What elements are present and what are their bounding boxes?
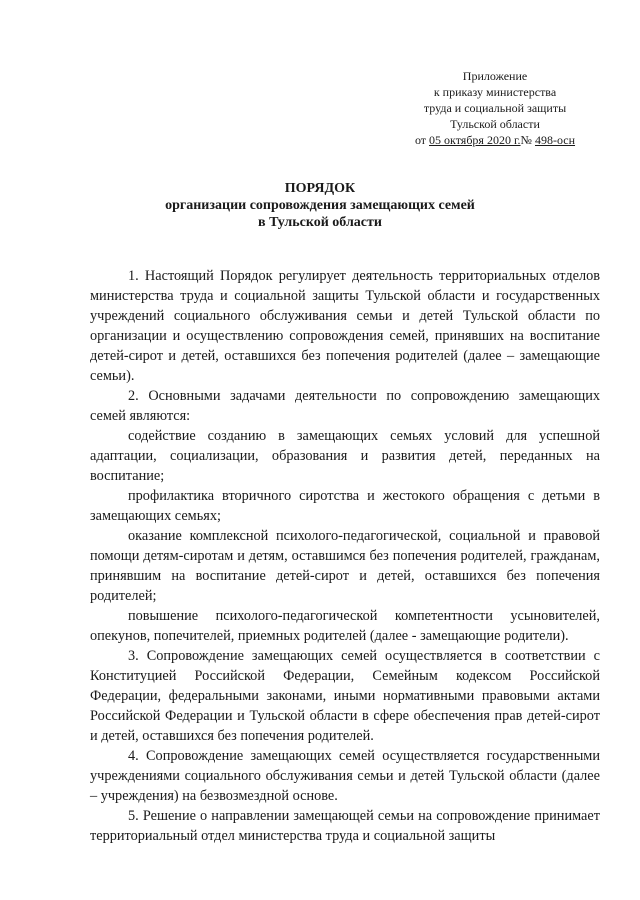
appendix-line: Приложение	[462, 69, 528, 83]
appendix-line: труда и социальной защиты	[423, 101, 567, 115]
appendix-date-line	[380, 132, 610, 148]
paragraph: 2. Основными задачами деятельности по сопровождению замещающих семей являются:	[90, 388, 600, 424]
paragraph: 5. Решение о направлении замещающей семьи на сопровождение принимает территориальный отдел министерства труда и социальной защиты	[90, 808, 600, 844]
document-body	[90, 266, 600, 846]
paragraph: оказание комплексной психолого-педагогической, социальной и правовой помощи детям-сиротам и детям, оставшимся без попечения родителей, гражданам, принявшим на воспитание детей-сирот и детей, оставшихся без попечения родителей;	[90, 528, 600, 604]
appendix-line: к приказу министерства	[433, 85, 557, 99]
number-prefix: №	[520, 133, 535, 147]
paragraph: профилактика вторичного сиротства и жестокого обращения с детьми в замещающих семьях;	[90, 488, 600, 524]
paragraph: 3. Сопровождение замещающих семей осуществляется в соответствии с Конституцией Российской Федерации, Семейным кодексом Российской Федерации, федеральными законами, иными нормативными правовыми актами Российской Федерации и Тульской области в сфере обеспечения прав детей-сирот и детей, оставшихся без попечения родителей.	[90, 648, 600, 744]
title-line: ПОРЯДОК	[284, 181, 356, 196]
order-date: 05 октября 2020 г.	[429, 133, 521, 147]
paragraph: 1. Настоящий Порядок регулирует деятельность территориальных отделов министерства труда и социальной защиты Тульской области и государственных учреждений социального обслуживания семьи и детей Тульской области по организации и осуществлению сопровождения семей, принявших на воспитание детей-сирот и детей, оставшихся без попечения родителей (далее – замещающие семьи).	[90, 268, 600, 384]
title-line: организации сопровождения замещающих семей	[165, 198, 475, 213]
date-prefix: от	[414, 133, 430, 147]
document-title	[60, 180, 580, 231]
paragraph: 4. Сопровождение замещающих семей осуществляется государственными учреждениями социального обслуживания семьи и детей Тульской области (далее – учреждения) на безвозмездной основе.	[90, 748, 600, 804]
paragraph: содействие созданию в замещающих семьях условий для успешной адаптации, социализации, образования и развития детей, переданных на воспитание;	[90, 428, 600, 484]
appendix-block	[380, 68, 610, 148]
title-line: в Тульской области	[258, 215, 382, 230]
appendix-line: Тульской области	[450, 117, 540, 131]
order-number: 498-осн	[534, 133, 576, 147]
paragraph: повышение психолого-педагогической компетентности усыновителей, опекунов, попечителей, приемных родителей (далее - замещающие родители).	[90, 608, 600, 644]
